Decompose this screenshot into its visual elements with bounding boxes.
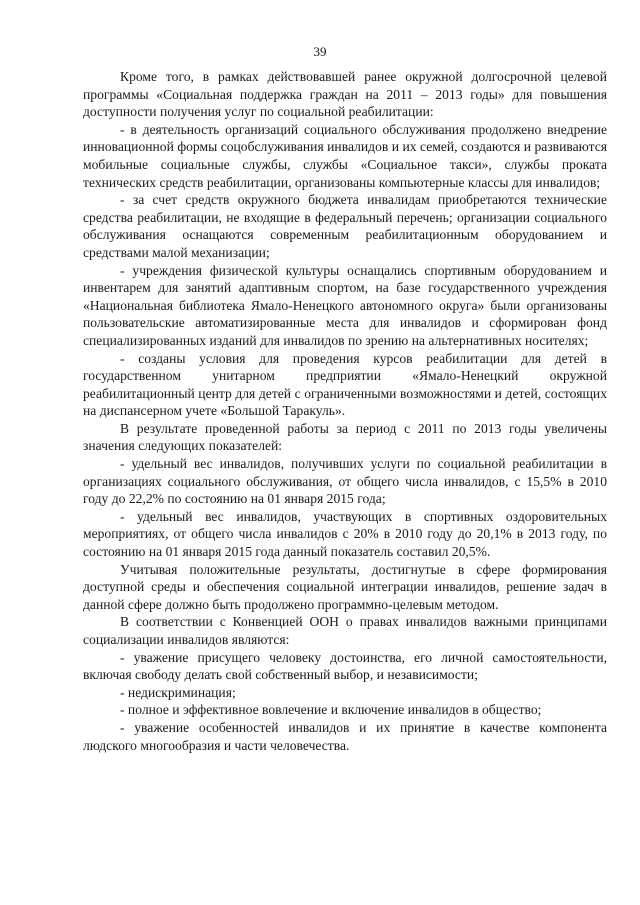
list-item-sports-library: - учреждения физической культуры оснащались спортивным оборудованием и инвентарем для занятий адаптивным спортом, на базе государственного учреждения «Национальная библиотека Ямало-Ненецкого автономного округа» были организованы пользовательские автоматизированные места для инвалидов и сформирован фонд специализированных изданий для инвалидов по зрению на альтернативных носителях; [83,262,607,348]
list-item-dignity: - уважение присущего человеку достоинства, его личной самостоятельности, включая свободу делать свой собственный выбор, и независимости; [83,649,607,683]
list-item-inclusion: - полное и эффективное вовлечение и включение инвалидов в общество; [120,702,542,718]
list-item-rehab-center: - созданы условия для проведения курсов реабилитации для детей в государственном унитарном предприятии «Ямало-Ненецкий окружной реабилитационный центр для детей с ограниченными возможностями и детей, состоящих на диспансерном учете «Большой Таракуль». [83,350,607,419]
document-body [83,68,607,754]
list-item-diversity: - уважение особенностей инвалидов и их принятие в качестве компонента людского многообразия и части человечества. [83,719,607,753]
list-item-non-discrimination: - недискриминация; [120,684,236,700]
list-item-budget-funding: - за счет средств окружного бюджета инвалидам приобретаются технические средства реабилитации, не входящие в федеральный перечень; организации социального обслуживания оснащаются современным реабилитационным оборудованием и средствами малой механизации; [83,192,607,260]
list-item-sports-share: - удельный вес инвалидов, участвующих в спортивных оздоровительных мероприятиях, от общего числа инвалидов с 20% в 2010 году до 20,1% в 2013 году, по состоянию на 01 января 2015 года данный показатель составил 20,5%. [83,508,607,560]
paragraph-intro: Кроме того, в рамках действовавшей ранее окружной долгосрочной целевой программы «Социальная поддержка граждан на 2011 – 2013 годы» для повышения доступности получения услуг по социальной реабилитации: [83,69,607,120]
list-item-rehab-share: - удельный вес инвалидов, получивших услуги по социальной реабилитации в организациях социального обслуживания, от общего числа инвалидов, с 15,5% в 2010 году до 22,2% по состоянию на 01 января 2015 года; [83,456,607,507]
paragraph-un-convention: В соответствии с Конвенцией ООН о правах инвалидов важными принципами социализации инвалидов являются: [83,614,607,647]
paragraph-conclusion: Учитывая положительные результаты, достигнутые в сфере формирования доступной среды и обеспечения социальной интеграции инвалидов, решение задач в данной сфере должно быть продолжено программно-целевым методом. [83,561,607,612]
list-item-social-services: - в деятельность организаций социального обслуживания продолжено внедрение инновационной формы соцобслуживания инвалидов и их семей, создаются и развиваются мобильные социальные службы, службы «Социальное такси», службы проката технических средств реабилитации, организованы компьютерные классы для инвалидов; [83,121,607,190]
paragraph-results: В результате проведенной работы за период с 2011 по 2013 годы увеличены значения следующих показателей: [83,420,607,454]
page-number: 39 [313,44,327,59]
